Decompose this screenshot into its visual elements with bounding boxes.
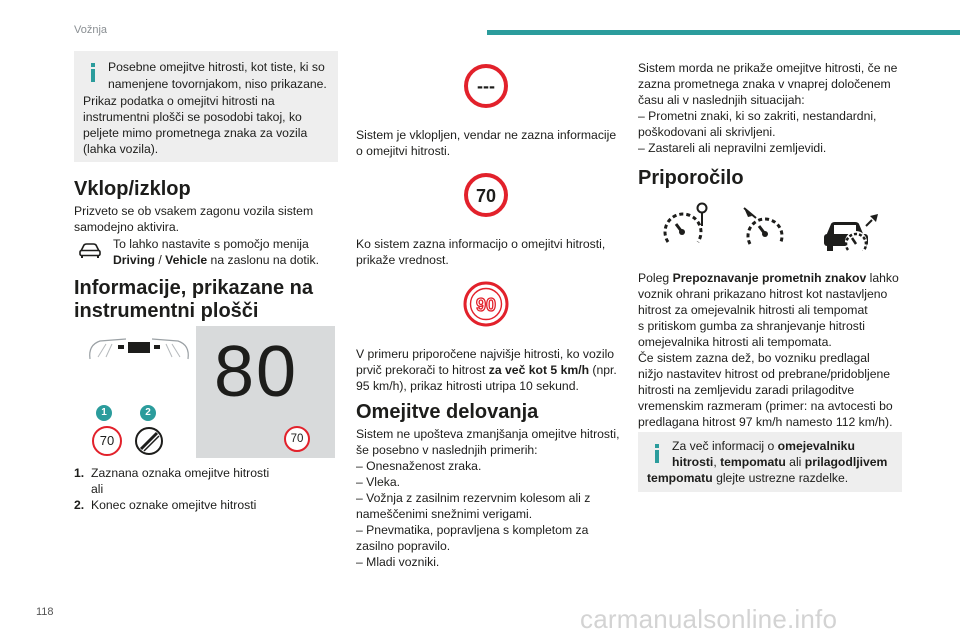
display-speed-value: 80 xyxy=(214,332,299,412)
badge-2: 2 xyxy=(140,405,156,421)
paragraph: To lahko nastavite s pomočjo menija xyxy=(113,237,309,251)
car-icon xyxy=(78,241,102,259)
list-number: 1. xyxy=(74,466,85,480)
paragraph-menu: Driving / Vehicle na zaslonu na dotik. xyxy=(113,253,319,267)
end-of-limit-sign xyxy=(134,426,164,461)
list-item: – Mladi vozniki. xyxy=(356,555,440,569)
info-icon xyxy=(650,444,664,462)
paragraph: vremenskim razmeram (primer: na avtocesti bo xyxy=(638,399,893,413)
paragraph: prvič prekorači to hitrost za več kot 5 km/h (npr. xyxy=(356,363,617,377)
dashboard-outline-illustration xyxy=(84,335,194,365)
paragraph: zazna prometnega znaka v vnaprej določenem xyxy=(638,77,891,91)
sign-no-info-text: --- xyxy=(477,76,495,96)
list-item: – Zastareli ali nepravilni zemljevidi. xyxy=(638,141,827,155)
list-item: – Vleka. xyxy=(356,475,401,489)
paragraph: Prizveto se ob vsakem zagonu vozila sistem xyxy=(74,204,314,218)
heading-limits: Omejitve delovanja xyxy=(356,401,539,423)
heading-info-panel: Informacije, prikazane na xyxy=(74,277,313,299)
info-text: (lahka vozila). xyxy=(83,142,159,156)
info-box-cross-reference xyxy=(638,432,902,492)
detected-speed-sign: 70 xyxy=(92,426,122,456)
speedometer-hand-icon xyxy=(742,206,790,253)
paragraph: 95 km/h), prikaz hitrosti utripa 10 sekund. xyxy=(356,379,579,393)
paragraph: s pritiskom gumba za shranjevanje hitrosti xyxy=(638,319,865,333)
list-item: poškodovani ali skrivljeni. xyxy=(638,125,776,139)
paragraph: še posebno v naslednjih primerih: xyxy=(356,443,538,457)
list-item: zasilno popravilo. xyxy=(356,539,451,553)
car-speedometer-icon xyxy=(822,210,880,261)
info-text: Za več informacij o omejevalniku xyxy=(672,439,855,453)
list-item: – Onesnaženost zraka. xyxy=(356,459,482,473)
instrument-display-panel xyxy=(196,326,335,458)
heading-recommendation: Priporočilo xyxy=(638,167,744,189)
paragraph: hitrosti na zemljevidu zaradi prilagoditve xyxy=(638,383,855,397)
paragraph: Ko sistem zazna informacijo o omejitvi hitrosti, xyxy=(356,237,606,251)
paragraph: V primeru priporočene najvišje hitrosti, ko vozilo xyxy=(356,347,615,361)
info-text: peljete mimo prometnega znaka za vozila xyxy=(83,126,308,140)
speedometer-pin-icon xyxy=(660,202,712,253)
info-text: Posebne omejitve hitrosti, kot tiste, ki so xyxy=(108,60,325,74)
paragraph: hitrost za omejevalnik hitrosti ali tempomat xyxy=(638,303,868,317)
list-item: – Pnevmatika, popravljena s kompletom za xyxy=(356,523,589,537)
header-accent-bar xyxy=(487,30,960,35)
paragraph: omejevalnika hitrosti ali tempomata. xyxy=(638,335,832,349)
info-text: tempomatu glejte ustrezne razdelke. xyxy=(647,471,849,485)
sign-recommended-90-text: 90 xyxy=(475,295,497,315)
heading-vklop: Vklop/izklop xyxy=(74,178,191,200)
info-text: hitrosti, tempomatu ali prilagodljivem xyxy=(672,455,888,469)
info-box-speed-limits xyxy=(74,51,338,162)
info-text: instrumentni plošči se posodobi takoj, ko xyxy=(83,110,302,124)
paragraph: Če sistem zazna dež, bo vozniku predlagal xyxy=(638,351,870,365)
info-text: Prikaz podatka o omejitvi hitrosti na xyxy=(83,94,275,108)
list-item: – Vožnja z zasilnim rezervnim kolesom ali z xyxy=(356,491,591,505)
paragraph: Poleg Prepoznavanje prometnih znakov lahko xyxy=(638,271,899,285)
list-number: 2. xyxy=(74,498,85,512)
info-icon xyxy=(86,63,100,81)
list-item: – Prometni znaki, ki so zakriti, nestandardni, xyxy=(638,109,877,123)
list-item-sub: ali xyxy=(91,482,104,496)
sign-speed-70-text: 70 xyxy=(475,186,497,206)
paragraph: Sistem je vklopljen, vendar ne zazna informacije xyxy=(356,128,617,142)
list-item: Zaznana oznaka omejitve hitrosti xyxy=(91,466,270,480)
paragraph: nižjo nastavitev hitrost od prebrane/pridobljene xyxy=(638,367,891,381)
sign-speed-70 xyxy=(463,172,509,218)
paragraph: o omejitvi hitrosti. xyxy=(356,144,451,158)
paragraph: voznik ohrani prikazano hitrost kot nastavljeno xyxy=(638,287,888,301)
watermark[interactable]: carmanualsonline.info xyxy=(580,604,838,634)
list-item: nameščenimi snežnimi verigami. xyxy=(356,507,533,521)
paragraph: Sistem ne upošteva zmanjšanja omejitve hitrosti, xyxy=(356,427,620,441)
paragraph: predlagana hitrost 97 km/h namesto 112 km/h). xyxy=(638,415,893,429)
heading-info-panel: instrumentni plošči xyxy=(74,300,259,322)
section-header: Vožnja xyxy=(74,24,108,36)
paragraph: prikaže vrednost. xyxy=(356,253,449,267)
paragraph: času ali v naslednjih situacijah: xyxy=(638,93,805,107)
sign-recommended-90 xyxy=(462,280,510,328)
list-item: Konec oznake omejitve hitrosti xyxy=(91,498,257,512)
paragraph: samodejno aktivira. xyxy=(74,220,179,234)
page-number: 118 xyxy=(36,606,54,618)
display-speed-sign: 70 xyxy=(284,426,310,452)
badge-1: 1 xyxy=(96,405,112,421)
paragraph: Sistem morda ne prikaže omejitve hitrosti, če ne xyxy=(638,61,898,75)
sign-no-info xyxy=(463,63,509,109)
info-text: namenjene tovornjakom, niso prikazane. xyxy=(108,77,327,91)
